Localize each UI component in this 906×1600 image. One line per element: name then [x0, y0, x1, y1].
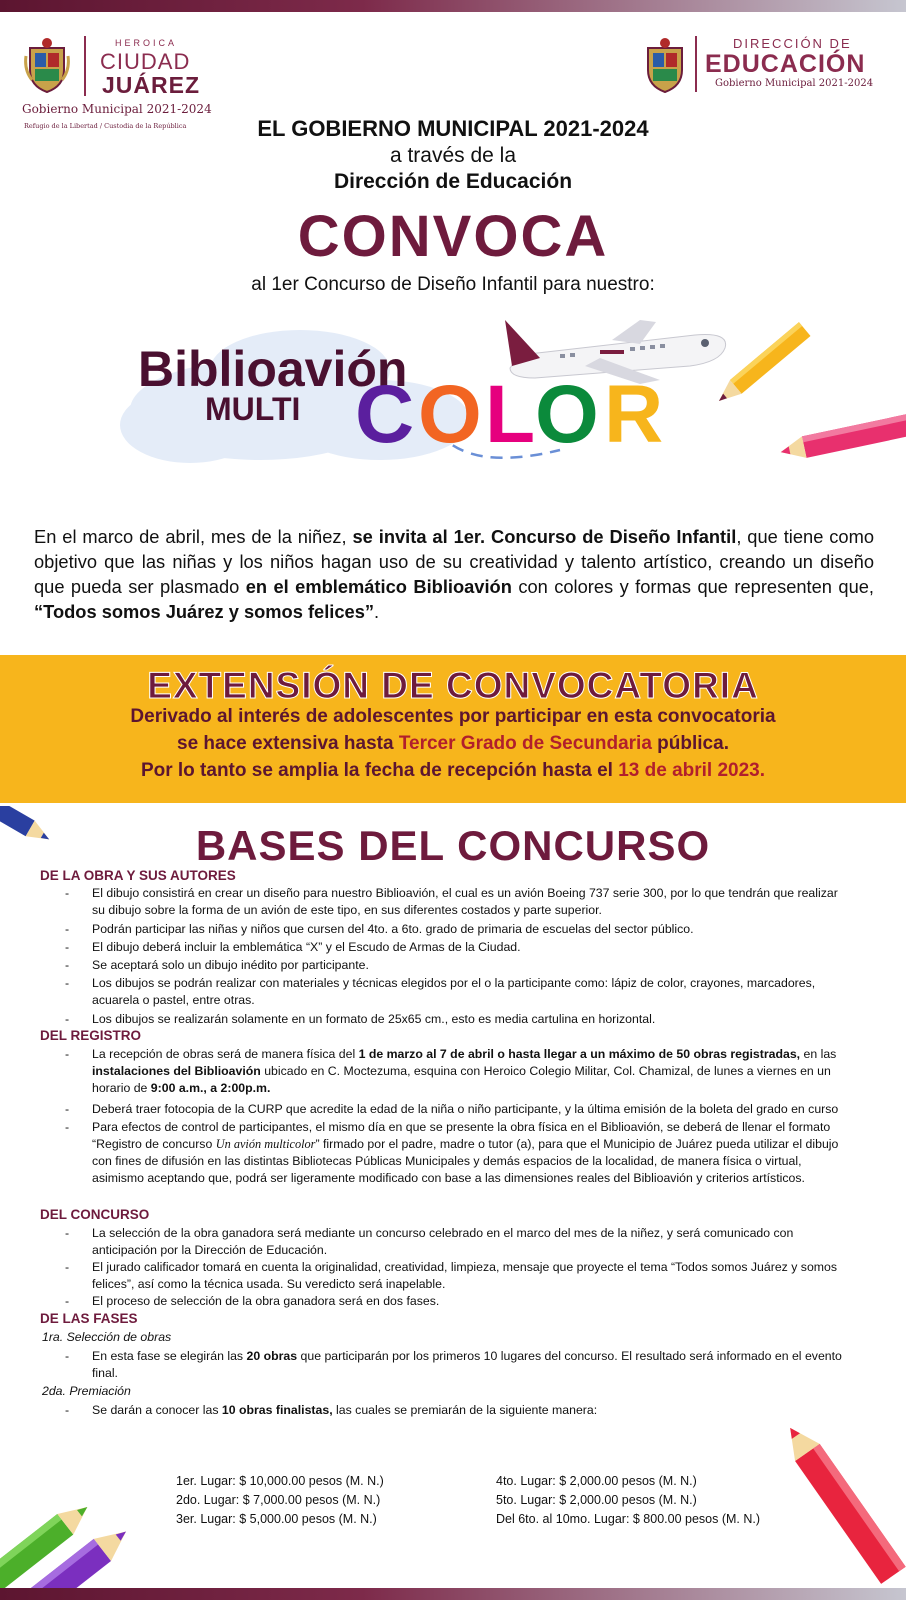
coat-of-arms-icon [642, 36, 688, 94]
art-color-l: L [485, 369, 536, 460]
header-gobierno: EL GOBIERNO MUNICIPAL 2021-2024 [257, 116, 649, 141]
logo-heroica: HEROICA [115, 38, 178, 48]
banner-title: EXTENSIÓN DE CONVOCATORIA [147, 665, 759, 706]
logo-gobierno: Gobierno Municipal 2021-2024 [22, 102, 212, 116]
art-color-c: C [355, 369, 415, 460]
section-obra-title: DE LA OBRA Y SUS AUTORES [40, 868, 236, 883]
coat-of-arms-icon [24, 36, 70, 94]
colored-pencils-left-icon [0, 1460, 170, 1590]
bottom-decor-bar [0, 1588, 906, 1600]
section-registro-title: DEL REGISTRO [40, 1028, 142, 1043]
art-color-o2: O [535, 369, 599, 460]
prize-1: 1er. Lugar: $ 10,000.00 pesos (M. N.) [176, 1474, 384, 1488]
section-concurso-title: DEL CONCURSO [40, 1207, 150, 1222]
banner-line-2: se hace extensiva hasta Tercer Grado de Secundaria pública. [177, 733, 729, 754]
logo-juarez: JUÁREZ [102, 72, 201, 98]
header-intro: al 1er Concurso de Diseño Infantil para nuestro: [251, 274, 655, 295]
logo-ciudad: CIUDAD [100, 49, 191, 74]
logo-direccion-de: DIRECCIÓN DE [733, 36, 852, 51]
art-color-o1: O [418, 369, 482, 460]
banner-line-3: Por lo tanto se amplia la fecha de recepción hasta el 13 de abril 2023. [140, 760, 766, 781]
header-direccion: Dirección de Educación [333, 170, 573, 193]
art-multi: MULTI [205, 391, 301, 427]
biblioavion-logo-art [0, 300, 906, 500]
prize-3: 3er. Lugar: $ 5,000.00 pesos (M. N.) [176, 1512, 377, 1526]
logo-educacion: EDUCACIÓN [705, 50, 866, 78]
art-biblio: Biblioavión [138, 341, 408, 397]
header-convoca: CONVOCA [297, 204, 609, 269]
prize-5: 5to. Lugar: $ 2,000.00 pesos (M. N.) [496, 1493, 697, 1507]
section-fases-title: DE LAS FASES [40, 1311, 138, 1326]
logo-refugio: Refugio de la Libertad / Custodia de la República [24, 122, 187, 130]
logo-direccion-educacion [648, 34, 888, 104]
pencil-icon [713, 322, 810, 408]
fase-1-subtitle: 1ra. Selección de obras [42, 1330, 172, 1344]
prize-4: 4to. Lugar: $ 2,000.00 pesos (M. N.) [496, 1474, 697, 1488]
red-pencil-right-icon [790, 1424, 906, 1590]
pink-pencil-icon [780, 412, 906, 472]
biblioavion-illustration [0, 300, 906, 500]
prize-6-10: Del 6to. al 10mo. Lugar: $ 800.00 pesos (M. N.) [496, 1512, 761, 1526]
logo-gobierno: Gobierno Municipal 2021-2024 [715, 78, 874, 89]
prize-2: 2do. Lugar: $ 7,000.00 pesos (M. N.) [176, 1493, 381, 1507]
banner-line-1: Derivado al interés de adolescentes por participar en esta convocatoria [130, 706, 776, 727]
art-color-r: R [604, 369, 664, 460]
header-traves: a través de la [389, 144, 517, 167]
top-decor-bar [0, 0, 906, 12]
intro-paragraph: En el marco de abril, mes de la niñez, se invita al 1er. Concurso de Diseño Infantil, que tiene como objetivo que las niñas y los niños hagan uso de su creatividad y talento artístico, creando un diseño que pueda ser plasmado en el emblemático Biblioavión con colores y formas que representen que, “Todos somos Juárez y somos felices”. [34, 526, 874, 622]
bases-title: BASES DEL CONCURSO [195, 822, 711, 869]
fase-2-subtitle: 2da. Premiación [42, 1384, 131, 1398]
